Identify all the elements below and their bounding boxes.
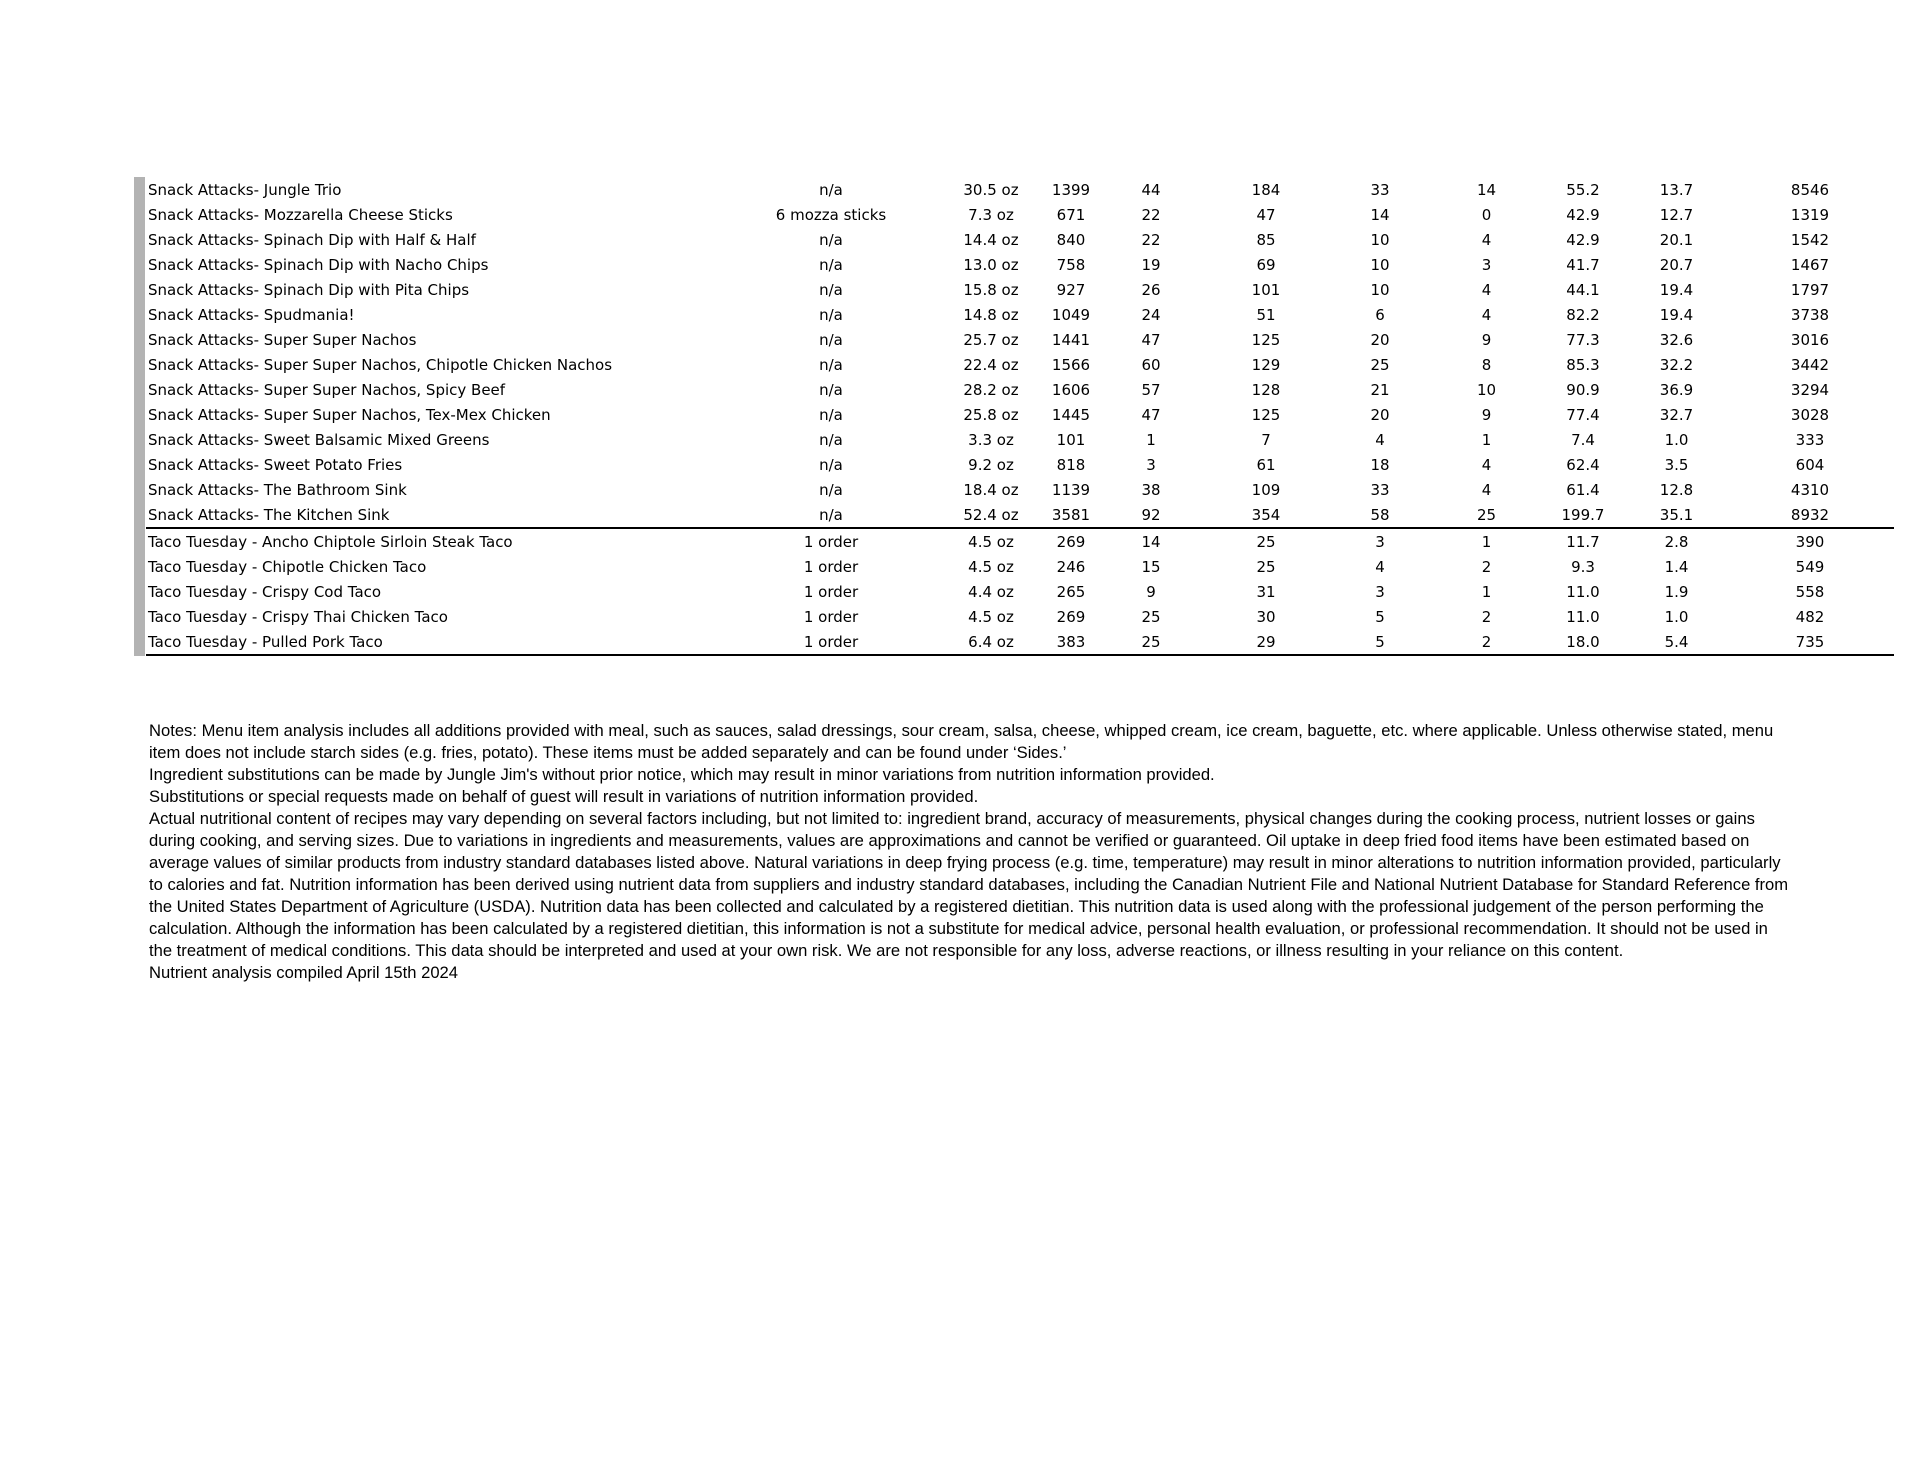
weight-cell: 4.5 oz bbox=[968, 532, 1014, 551]
weight-cell: 9.2 oz bbox=[968, 455, 1014, 474]
protein-cell: 9.3 bbox=[1571, 557, 1595, 576]
fat-cell: 47 bbox=[1141, 330, 1161, 349]
sodium-cell: 558 bbox=[1795, 582, 1825, 601]
fat-cell: 57 bbox=[1141, 380, 1161, 399]
fiber-cell: 21 bbox=[1370, 380, 1390, 399]
carbs-cell: 129 bbox=[1251, 355, 1281, 374]
serving-size-cell: n/a bbox=[819, 180, 843, 199]
item-name-cell: Snack Attacks- Super Super Nachos, Chipotle Chicken Nachos bbox=[148, 355, 613, 374]
calories-cell: 840 bbox=[1056, 230, 1086, 249]
table-row bbox=[146, 327, 1894, 352]
carbs-cell: 7 bbox=[1261, 430, 1271, 449]
sodium-cell: 604 bbox=[1795, 455, 1825, 474]
weight-cell: 30.5 oz bbox=[963, 180, 1019, 199]
protein-cell: 55.2 bbox=[1566, 180, 1600, 199]
item-name-cell: Taco Tuesday - Crispy Thai Chicken Taco bbox=[148, 607, 448, 626]
fiber-cell: 25 bbox=[1370, 355, 1390, 374]
fiber-cell: 14 bbox=[1370, 205, 1390, 224]
item-name-cell: Snack Attacks- The Bathroom Sink bbox=[148, 480, 407, 499]
table-row bbox=[146, 629, 1894, 655]
fat-cell: 15 bbox=[1141, 557, 1161, 576]
item-name-cell: Snack Attacks- Super Super Nachos, Tex-Mex Chicken bbox=[148, 405, 551, 424]
protein-cell: 18.0 bbox=[1539, 629, 1627, 655]
sat-fat-cell: 2.8 bbox=[1664, 532, 1689, 551]
sodium-cell: 549 bbox=[1795, 557, 1825, 576]
item-name-cell: Taco Tuesday - Chipotle Chicken Taco bbox=[148, 557, 427, 576]
sugar-cell: 4 bbox=[1481, 230, 1492, 249]
calories-cell: 1441 bbox=[1051, 330, 1091, 349]
fiber-cell: 5 bbox=[1375, 607, 1385, 626]
protein-cell: 90.9 bbox=[1566, 380, 1600, 399]
sat-fat-cell: 12.7 bbox=[1659, 205, 1694, 224]
weight-cell: 25.8 oz bbox=[963, 405, 1019, 424]
fiber-cell: 20 bbox=[1370, 330, 1390, 349]
sodium-cell: 4310 bbox=[1790, 480, 1830, 499]
fiber-cell: 10 bbox=[1370, 255, 1390, 274]
item-name-cell: Snack Attacks- Spudmania! bbox=[148, 305, 355, 324]
serving-size-cell: 1 order bbox=[803, 582, 859, 601]
weight-cell: 52.4 oz bbox=[936, 502, 1046, 528]
notes-paragraph-substitutions-guest: Substitutions or special requests made on behalf of guest will result in variations of nutrition information provided. bbox=[149, 787, 979, 806]
carbs-cell: 51 bbox=[1256, 305, 1276, 324]
serving-size-cell: n/a bbox=[819, 480, 843, 499]
sat-fat-cell: 20.1 bbox=[1659, 230, 1694, 249]
protein-cell: 42.9 bbox=[1566, 230, 1600, 249]
fiber-cell: 4 bbox=[1375, 557, 1385, 576]
calories-cell: 1049 bbox=[1051, 305, 1091, 324]
sugar-cell: 0 bbox=[1481, 205, 1492, 224]
item-name-cell: Taco Tuesday - Crispy Cod Taco bbox=[148, 582, 382, 601]
fiber-cell: 3 bbox=[1375, 582, 1385, 601]
weight-cell: 14.4 oz bbox=[963, 230, 1019, 249]
fat-cell: 44 bbox=[1141, 180, 1161, 199]
sugar-cell: 25 bbox=[1434, 502, 1539, 528]
item-name-cell: Snack Attacks- The Kitchen Sink bbox=[146, 502, 726, 528]
table-row bbox=[146, 302, 1894, 327]
sodium-cell: 390 bbox=[1795, 532, 1825, 551]
carbs-cell: 69 bbox=[1256, 255, 1276, 274]
sat-fat-cell: 32.7 bbox=[1659, 405, 1694, 424]
sat-fat-cell: 1.4 bbox=[1664, 557, 1689, 576]
calories-cell: 246 bbox=[1056, 557, 1086, 576]
carbs-cell: 31 bbox=[1256, 582, 1276, 601]
weight-cell: 4.4 oz bbox=[968, 582, 1014, 601]
serving-size-cell: 1 order bbox=[803, 557, 859, 576]
sugar-cell: 2 bbox=[1481, 607, 1492, 626]
sat-fat-cell: 35.1 bbox=[1627, 502, 1726, 528]
calories-cell: 265 bbox=[1056, 582, 1086, 601]
notes-paragraph-substitutions-restaurant: Ingredient substitutions can be made by Jungle Jim's without prior notice, which may result in minor variations from nutrition information provided. bbox=[149, 765, 1215, 784]
notes-paragraph-menu-analysis: Notes: Menu item analysis includes all additions provided with meal, such as sauces, salad dressings, sour cream, salsa, cheese, whipped cream, ice cream, baguette, etc. where applicable. Unless otherwise stated, menu item does not include starch sides (e.g. fries, potato). These items must be added separately and can be found under ‘Sides.’ bbox=[149, 721, 1774, 762]
fiber-cell: 10 bbox=[1370, 280, 1390, 299]
fat-cell: 92 bbox=[1096, 502, 1206, 528]
protein-cell: 42.9 bbox=[1566, 205, 1600, 224]
fiber-cell: 33 bbox=[1370, 480, 1390, 499]
serving-size-cell: 6 mozza sticks bbox=[775, 205, 887, 224]
carbs-cell: 101 bbox=[1251, 280, 1281, 299]
weight-cell: 6.4 oz bbox=[936, 629, 1046, 655]
carbs-cell: 25 bbox=[1256, 557, 1276, 576]
calories-cell: 1566 bbox=[1051, 355, 1091, 374]
sugar-cell: 9 bbox=[1481, 405, 1492, 424]
weight-cell: 3.3 oz bbox=[968, 430, 1014, 449]
weight-cell: 18.4 oz bbox=[963, 480, 1019, 499]
weight-cell: 7.3 oz bbox=[968, 205, 1014, 224]
calories-cell: 1399 bbox=[1051, 180, 1091, 199]
fat-cell: 1 bbox=[1146, 430, 1156, 449]
fat-cell: 25 bbox=[1141, 607, 1161, 626]
sodium-cell: 482 bbox=[1795, 607, 1825, 626]
item-name-cell: Snack Attacks- Sweet Potato Fries bbox=[148, 455, 403, 474]
protein-cell: 82.2 bbox=[1566, 305, 1600, 324]
fat-cell: 47 bbox=[1141, 405, 1161, 424]
protein-cell: 44.1 bbox=[1566, 280, 1600, 299]
table-row bbox=[146, 554, 1894, 579]
protein-cell: 85.3 bbox=[1566, 355, 1600, 374]
table-row bbox=[146, 227, 1894, 252]
protein-cell: 77.3 bbox=[1566, 330, 1600, 349]
table-row bbox=[146, 202, 1894, 227]
sodium-cell: 3294 bbox=[1790, 380, 1830, 399]
sat-fat-cell: 36.9 bbox=[1659, 380, 1694, 399]
table-row bbox=[146, 477, 1894, 502]
calories-cell: 101 bbox=[1056, 430, 1086, 449]
item-name-cell: Snack Attacks- Jungle Trio bbox=[148, 180, 342, 199]
sugar-cell: 4 bbox=[1481, 480, 1492, 499]
table-row bbox=[146, 452, 1894, 477]
nutrition-table-body bbox=[146, 177, 1894, 655]
serving-size-cell: n/a bbox=[819, 330, 843, 349]
weight-cell: 22.4 oz bbox=[963, 355, 1019, 374]
sugar-cell: 4 bbox=[1481, 305, 1492, 324]
sodium-cell: 8932 bbox=[1726, 502, 1894, 528]
fat-cell: 24 bbox=[1141, 305, 1161, 324]
calories-cell: 269 bbox=[1056, 607, 1086, 626]
weight-cell: 13.0 oz bbox=[963, 255, 1019, 274]
sat-fat-cell: 1.0 bbox=[1664, 607, 1689, 626]
protein-cell: 61.4 bbox=[1566, 480, 1600, 499]
fat-cell: 60 bbox=[1141, 355, 1161, 374]
carbs-cell: 125 bbox=[1251, 405, 1281, 424]
sodium-cell: 735 bbox=[1726, 629, 1894, 655]
carbs-cell: 47 bbox=[1256, 205, 1276, 224]
protein-cell: 199.7 bbox=[1539, 502, 1627, 528]
sugar-cell: 10 bbox=[1476, 380, 1497, 399]
fiber-cell: 4 bbox=[1375, 430, 1385, 449]
fat-cell: 9 bbox=[1146, 582, 1156, 601]
sodium-cell: 3442 bbox=[1790, 355, 1830, 374]
fiber-cell: 3 bbox=[1375, 532, 1385, 551]
sat-fat-cell: 1.0 bbox=[1664, 430, 1689, 449]
calories-cell: 3581 bbox=[1046, 502, 1096, 528]
fiber-cell: 18 bbox=[1370, 455, 1390, 474]
carbs-cell: 109 bbox=[1251, 480, 1281, 499]
serving-size-cell: n/a bbox=[819, 380, 843, 399]
protein-cell: 7.4 bbox=[1571, 430, 1595, 449]
weight-cell: 28.2 oz bbox=[963, 380, 1019, 399]
sodium-cell: 1542 bbox=[1790, 230, 1830, 249]
calories-cell: 1445 bbox=[1051, 405, 1091, 424]
serving-size-cell: n/a bbox=[819, 455, 843, 474]
calories-cell: 383 bbox=[1046, 629, 1096, 655]
weight-cell: 25.7 oz bbox=[963, 330, 1019, 349]
weight-cell: 4.5 oz bbox=[968, 557, 1014, 576]
carbs-cell: 25 bbox=[1256, 532, 1276, 551]
sodium-cell: 8546 bbox=[1790, 180, 1830, 199]
table-row bbox=[146, 177, 1894, 202]
item-name-cell: Snack Attacks- Spinach Dip with Nacho Chips bbox=[148, 255, 489, 274]
fat-cell: 3 bbox=[1146, 455, 1156, 474]
calories-cell: 671 bbox=[1056, 205, 1086, 224]
sugar-cell: 4 bbox=[1481, 280, 1492, 299]
sodium-cell: 1797 bbox=[1790, 280, 1830, 299]
protein-cell: 77.4 bbox=[1566, 405, 1600, 424]
sat-fat-cell: 19.4 bbox=[1659, 305, 1694, 324]
sodium-cell: 1467 bbox=[1790, 255, 1830, 274]
carbs-cell: 30 bbox=[1256, 607, 1276, 626]
carbs-cell: 85 bbox=[1256, 230, 1276, 249]
sodium-cell: 3016 bbox=[1790, 330, 1830, 349]
carbs-cell: 29 bbox=[1206, 629, 1326, 655]
carbs-cell: 184 bbox=[1251, 180, 1281, 199]
calories-cell: 927 bbox=[1056, 280, 1086, 299]
table-row bbox=[146, 252, 1894, 277]
weight-cell: 14.8 oz bbox=[963, 305, 1019, 324]
fiber-cell: 10 bbox=[1370, 230, 1390, 249]
notes-section bbox=[149, 720, 1789, 984]
sat-fat-cell: 1.9 bbox=[1664, 582, 1689, 601]
fat-cell: 26 bbox=[1141, 280, 1161, 299]
table-row bbox=[146, 604, 1894, 629]
sat-fat-cell: 19.4 bbox=[1659, 280, 1694, 299]
table-row bbox=[146, 427, 1894, 452]
table-row bbox=[146, 352, 1894, 377]
carbs-cell: 125 bbox=[1251, 330, 1281, 349]
sat-fat-cell: 5.4 bbox=[1627, 629, 1726, 655]
calories-cell: 758 bbox=[1056, 255, 1086, 274]
carbs-cell: 128 bbox=[1251, 380, 1281, 399]
serving-size-cell: n/a bbox=[819, 430, 843, 449]
sugar-cell: 8 bbox=[1481, 355, 1492, 374]
serving-size-cell: 1 order bbox=[726, 629, 936, 655]
notes-paragraph-disclaimer: Actual nutritional content of recipes may vary depending on several factors including, but not limited to: ingredient brand, accuracy of measurements, physical changes during the cooking process, nutrient losses or gains during cooking, and serving sizes. Due to variations in ingredients and measurements, values are approximations and cannot be verified or guaranteed. Oil uptake in deep fried food items have been estimated based on average values of similar products from industry standard databases listed above. Natural variations in deep frying process (e.g. time, temperature) may result in minor alterations to nutrition information provided, particularly to calories and fat. Nutrition information has been derived using nutrient data from suppliers and industry standard databases, including the Canadian Nutrient File and National Nutrient Database for Standard Reference from the United States Department of Agriculture (USDA). Nutrition data has been collected and calculated by a registered dietitian. This nutrition data is used along with the professional judgement of the person performing the calculation. Although the information has been calculated by a registered dietitian, this information is not a substitute for medical advice, personal health evaluation, or professional recommendation. It should not be used in the treatment of medical conditions. This data should be interpreted and used at your own risk. We are not responsible for any loss, adverse reactions, or illness resulting in your reliance on this content. bbox=[149, 809, 1789, 960]
sodium-cell: 333 bbox=[1795, 430, 1825, 449]
sugar-cell: 3 bbox=[1481, 255, 1492, 274]
fat-cell: 25 bbox=[1096, 629, 1206, 655]
item-name-cell: Snack Attacks- Sweet Balsamic Mixed Greens bbox=[148, 430, 490, 449]
sat-fat-cell: 32.2 bbox=[1659, 355, 1694, 374]
sat-fat-cell: 13.7 bbox=[1659, 180, 1694, 199]
serving-size-cell: n/a bbox=[726, 502, 936, 528]
sugar-cell: 1 bbox=[1481, 430, 1492, 449]
protein-cell: 11.0 bbox=[1566, 582, 1600, 601]
nutrition-table-section bbox=[134, 177, 1830, 656]
serving-size-cell: n/a bbox=[819, 230, 843, 249]
serving-size-cell: n/a bbox=[819, 255, 843, 274]
carbs-cell: 354 bbox=[1206, 502, 1326, 528]
fiber-cell: 5 bbox=[1326, 629, 1434, 655]
serving-size-cell: n/a bbox=[819, 355, 843, 374]
row-group-side-bar bbox=[134, 177, 145, 656]
serving-size-cell: n/a bbox=[819, 280, 843, 299]
fiber-cell: 58 bbox=[1326, 502, 1434, 528]
sugar-cell: 2 bbox=[1481, 557, 1492, 576]
carbs-cell: 61 bbox=[1256, 455, 1276, 474]
fiber-cell: 33 bbox=[1370, 180, 1390, 199]
sodium-cell: 1319 bbox=[1790, 205, 1830, 224]
nutrition-table bbox=[146, 177, 1894, 656]
fat-cell: 22 bbox=[1141, 205, 1161, 224]
fiber-cell: 20 bbox=[1370, 405, 1390, 424]
sat-fat-cell: 12.8 bbox=[1659, 480, 1694, 499]
table-row bbox=[146, 579, 1894, 604]
calories-cell: 269 bbox=[1056, 532, 1086, 551]
table-row bbox=[146, 502, 1894, 528]
fiber-cell: 6 bbox=[1375, 305, 1385, 324]
sat-fat-cell: 3.5 bbox=[1664, 455, 1689, 474]
table-row bbox=[146, 377, 1894, 402]
sugar-cell: 9 bbox=[1481, 330, 1492, 349]
sugar-cell: 14 bbox=[1476, 180, 1497, 199]
calories-cell: 818 bbox=[1056, 455, 1086, 474]
weight-cell: 4.5 oz bbox=[968, 607, 1014, 626]
serving-size-cell: n/a bbox=[819, 305, 843, 324]
item-name-cell: Snack Attacks- Super Super Nachos bbox=[148, 330, 417, 349]
item-name-cell: Snack Attacks- Mozzarella Cheese Sticks bbox=[148, 205, 453, 224]
serving-size-cell: n/a bbox=[819, 405, 843, 424]
sugar-cell: 4 bbox=[1481, 455, 1492, 474]
item-name-cell: Snack Attacks- Spinach Dip with Pita Chips bbox=[148, 280, 470, 299]
sat-fat-cell: 32.6 bbox=[1659, 330, 1694, 349]
sat-fat-cell: 20.7 bbox=[1659, 255, 1694, 274]
sugar-cell: 2 bbox=[1434, 629, 1539, 655]
sodium-cell: 3028 bbox=[1790, 405, 1830, 424]
fat-cell: 38 bbox=[1141, 480, 1161, 499]
fat-cell: 22 bbox=[1141, 230, 1161, 249]
notes-compiled-date: Nutrient analysis compiled April 15th 2024 bbox=[149, 963, 459, 982]
calories-cell: 1606 bbox=[1051, 380, 1091, 399]
table-row bbox=[146, 528, 1894, 554]
sugar-cell: 1 bbox=[1481, 532, 1492, 551]
item-name-cell: Taco Tuesday - Ancho Chiptole Sirloin Steak Taco bbox=[148, 532, 513, 551]
protein-cell: 11.7 bbox=[1566, 532, 1600, 551]
serving-size-cell: 1 order bbox=[803, 607, 859, 626]
fat-cell: 14 bbox=[1141, 532, 1161, 551]
item-name-cell: Snack Attacks- Spinach Dip with Half & Half bbox=[148, 230, 476, 249]
sugar-cell: 1 bbox=[1481, 582, 1492, 601]
calories-cell: 1139 bbox=[1051, 480, 1091, 499]
serving-size-cell: 1 order bbox=[803, 532, 859, 551]
item-name-cell: Snack Attacks- Super Super Nachos, Spicy Beef bbox=[148, 380, 506, 399]
table-row bbox=[146, 402, 1894, 427]
protein-cell: 41.7 bbox=[1566, 255, 1600, 274]
item-name-cell: Taco Tuesday - Pulled Pork Taco bbox=[146, 629, 726, 655]
protein-cell: 62.4 bbox=[1566, 455, 1600, 474]
fat-cell: 19 bbox=[1141, 255, 1161, 274]
table-row bbox=[146, 277, 1894, 302]
protein-cell: 11.0 bbox=[1566, 607, 1600, 626]
weight-cell: 15.8 oz bbox=[963, 280, 1019, 299]
sodium-cell: 3738 bbox=[1790, 305, 1830, 324]
